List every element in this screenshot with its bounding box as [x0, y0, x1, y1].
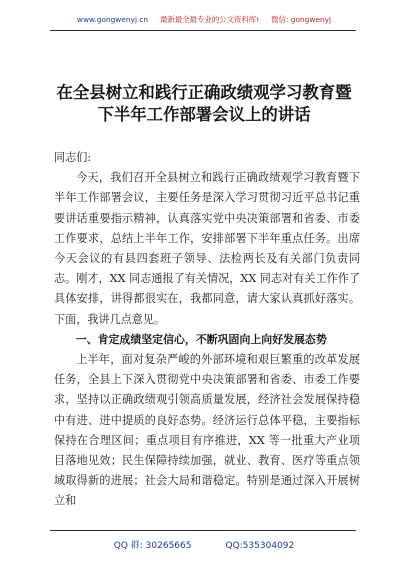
- document-title-line-1: 在全县树立和践行正确政绩观学习教育暨: [56, 83, 352, 102]
- salutation: 同志们:: [54, 151, 92, 164]
- header-wechat-text: 微信: gongwenyj: [271, 15, 332, 24]
- document-title: [40, 82, 368, 126]
- header-website-link[interactable]: www.gongwenyj.cn: [76, 15, 149, 24]
- section-heading-1: 一、肯定成绩坚定信心，不断巩固向上向好发展态势: [75, 332, 327, 346]
- document-title-line-2: 下半年工作部署会议上的讲话: [97, 105, 311, 124]
- body-paragraph-2: 上半年，面对复杂严峻的外部环境和艰巨繁重的改革发展任务，全县上下深入贯彻党中央决策部署和省委、市委工作要求，坚持以正确政绩观引领高质量发展，经济社会发展保持稳中有进、进中提质的良好态势。经济运行总体平稳，主要指标保持在合理区间；重点项目有序推进，XX 等一批重大产业项目落地见效；民生保障持续加强，就业、教育、医疗等重点领域取得新的进展；社会大局和谐稳定。特别是通过深入开展树立和: [54, 353, 360, 508]
- header-divider: [50, 30, 356, 31]
- document-body: [54, 148, 360, 512]
- page-header: [0, 14, 408, 25]
- footer-qq-group: QQ 群: 30265665: [113, 541, 192, 551]
- page-footer: [0, 538, 408, 551]
- header-promo-text: 最新最全最专业的公文资料库!: [160, 15, 260, 24]
- body-paragraph-1: 今天，我们召开全县树立和践行正确政绩观学习教育暨下半年工作部署会议，主要任务是深入学习贯彻习近平总书记重要讲话重要指示精神，认真落实党中央决策部署和省委、市委工作要求，总结上半年工作，安排部署下半年重点任务。出席今天会议的有县四套班子领导、法检两长及有关部门负责同志。刚才，XX 同志通报了有关情况，XX 同志对有关工作作了具体安排，讲得都很实在，我都同意，请大家认真抓好落实。下面，我讲几点意见。: [54, 171, 360, 326]
- footer-qq: QQ:535304092: [225, 541, 295, 551]
- footer-divider: [50, 530, 356, 531]
